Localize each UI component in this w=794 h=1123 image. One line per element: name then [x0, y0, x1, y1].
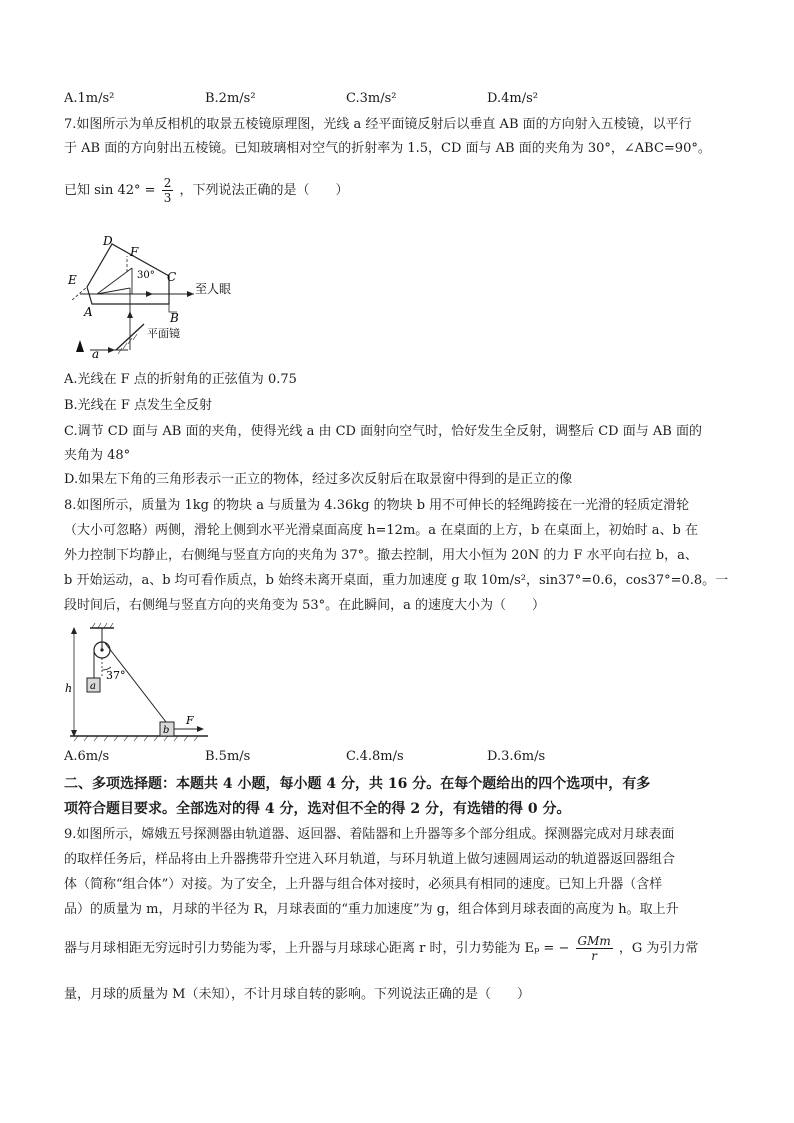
label-b-vertex: B — [170, 311, 179, 325]
label-c: C — [167, 270, 177, 284]
q7-question-text: ，下列说法正确的是（ ） — [179, 183, 349, 198]
table-hatch — [164, 736, 168, 741]
pulley-diagram — [62, 620, 222, 744]
mirror-hatch — [133, 334, 137, 340]
label-e: E — [68, 273, 77, 287]
q8-option-c: C.4.8m/s — [346, 749, 404, 764]
q9-stem-line-1: 9.如图所示，嫦娥五号探测器由轨道器、返回器、着陆器和上升器等多个部分组成。探测器完成对月球表面 — [64, 827, 675, 842]
ceiling-hatch — [92, 623, 95, 628]
q6-option-b: B.2m/s² — [205, 91, 256, 106]
label-height-h: h — [65, 682, 73, 695]
q8-stem-line-3: 外力控制下均静止，右侧绳与竖直方向的夹角为 37°。撤去控制，用大小恒为 20N 的力 F 水平向右拉 b，a、 — [64, 548, 698, 563]
q9-stem-line-4: 品）的质量为 m，月球的半径为 R，月球表面的“重力加速度”为 g，组合体到月球表面的高度为 h。取上升 — [64, 902, 679, 917]
ray-arrow-out — [187, 291, 194, 297]
label-a-vertex: A — [84, 305, 93, 319]
label-force-f: F — [186, 714, 194, 727]
q7-fraction-numerator: 2 — [163, 176, 172, 190]
table-hatch — [144, 736, 148, 741]
q9-gravity-constant-text: ，G 为引力常 — [618, 941, 699, 956]
table-hatch — [184, 736, 188, 741]
pentaprism-shape — [87, 244, 169, 304]
q9-stem-line-2: 的取样任务后，样品将由上升器携带升空进入环月轨道，与环月轨道上做匀速圆周运动的轨道器返回器组合 — [64, 852, 676, 867]
q7-fraction — [162, 176, 174, 205]
ray-a-arrow — [108, 347, 115, 353]
object-triangle — [76, 340, 84, 352]
q7-option-c-line-2: 夹角为 48° — [64, 448, 131, 463]
ray-arrow-up — [127, 311, 133, 318]
rope-right — [105, 643, 166, 722]
q6-option-a: A.1m/s² — [64, 91, 115, 106]
q9-stem-line-6: 量，月球的质量为 M（未知），不计月球自转的影响。下列说法正确的是（ ） — [64, 987, 530, 1002]
q7-stem-line-1: 7.如图所示为单反相机的取景五棱镜原理图，光线 a 经平面镜反射后以垂直 AB 面的方向射入五棱镜，以平行 — [64, 117, 692, 132]
q8-option-a: A.6m/s — [64, 749, 110, 764]
q7-option-a: A.光线在 F 点的折射角的正弦值为 0.75 — [64, 372, 297, 387]
force-f-arrowhead — [197, 726, 204, 732]
table-hatch — [104, 736, 108, 741]
table-hatch — [114, 736, 118, 741]
height-arrow-top — [71, 627, 77, 634]
q9-fraction-denominator: r — [591, 949, 597, 963]
ceiling-hatch — [110, 623, 113, 628]
label-d: D — [103, 234, 113, 248]
table-hatch — [194, 736, 198, 741]
ray-to-e — [97, 288, 130, 294]
table-hatch — [134, 736, 138, 741]
q8-option-b: B.5m/s — [205, 749, 251, 764]
label-block-b: b — [163, 725, 170, 736]
q7-sin-text: 已知 sin 42° = — [64, 183, 156, 198]
pentaprism-diagram — [62, 232, 242, 362]
mirror-hatch — [118, 348, 122, 354]
label-37-degrees: 37° — [106, 669, 126, 682]
q7-stem-line-3 — [64, 176, 348, 205]
mirror-hatch — [123, 343, 127, 349]
pulley-axle — [100, 648, 103, 651]
label-block-a: a — [90, 681, 96, 692]
label-30-degrees: 30° — [137, 270, 155, 281]
ray-to-f — [97, 268, 132, 294]
q7-stem-line-2: 于 AB 面的方向射出五棱镜。已知玻璃相对空气的折射率为 1.5，CD 面与 AB 面的夹角为 30°，∠ABC=90°。 — [64, 141, 711, 156]
table-hatch — [174, 736, 178, 741]
q6-option-d: D.4m/s² — [487, 91, 538, 106]
table-hatch — [124, 736, 128, 741]
q9-fraction-numerator: GMm — [577, 934, 611, 948]
q8-stem-line-5: 段时间后，右侧绳与竖直方向的夹角变为 53°。在此瞬间，a 的速度大小为（ ） — [64, 598, 546, 613]
q9-stem-line-3: 体（简称“组合体”）对接。为了安全，上升器与组合体对接时，必须具有相同的速度。已知上升器（含样 — [64, 877, 663, 892]
ceiling-hatch — [104, 623, 107, 628]
section-2-heading-line-1: 二、多项选择题：本题共 4 小题，每小题 4 分，共 16 分。在每个题给出的四个选项中，有多 — [64, 776, 651, 792]
q9-stem-line-5 — [64, 934, 698, 963]
q7-option-b: B.光线在 F 点发生全反射 — [64, 398, 212, 413]
section-2-heading-line-2: 项符合题目要求。全部选对的得 4 分，选对但不全的得 2 分，有选错的得 0 分。 — [64, 801, 571, 817]
ray-arrow-mid — [146, 291, 153, 297]
label-ray-a: a — [92, 347, 100, 361]
q8-stem-line-4: b 开始运动，a、b 均可看作质点，b 始终未离开桌面，重力加速度 g 取 10m/s²，sin37°=0.6，cos37°=0.8。一 — [64, 573, 729, 588]
q8-option-d: D.3.6m/s — [487, 749, 546, 764]
ceiling-hatch — [98, 623, 101, 628]
table-hatch — [74, 736, 78, 741]
label-f: F — [130, 245, 139, 259]
label-to-eye: 至人眼 — [195, 282, 232, 296]
table-hatch — [94, 736, 98, 741]
q6-option-c: C.3m/s² — [346, 91, 397, 106]
q8-stem-line-1: 8.如图所示，质量为 1kg 的物块 a 与质量为 4.36kg 的物块 b 用不可伸长的轻绳跨接在一光滑的轻质定滑轮 — [64, 498, 690, 513]
label-plane-mirror: 平面镜 — [147, 327, 180, 340]
q9-fraction — [576, 934, 613, 963]
q9-potential-text: 器与月球相距无穷远时引力势能为零，上升器与月球球心距离 r 时，引力势能为 Eₚ = − — [64, 941, 570, 956]
q7-option-c-line-1: C.调节 CD 面与 AB 面的夹角，使得光线 a 由 CD 面射向空气时，恰好发生全反射，调整后 CD 面与 AB 面的 — [64, 424, 702, 439]
q8-stem-line-2: （大小可忽略）两侧，滑轮上侧到水平光滑桌面高度 h=12m。a 在桌面的上方，b 在桌面上，初始时 a、b 在 — [64, 523, 698, 538]
q7-fraction-denominator: 3 — [163, 191, 172, 205]
table-hatch — [84, 736, 88, 741]
q7-option-d: D.如果左下角的三角形表示一正立的物体，经过多次反射后在取景窗中得到的是正立的像 — [64, 472, 573, 487]
dashed-line-e — [72, 287, 87, 300]
table-hatch — [154, 736, 158, 741]
